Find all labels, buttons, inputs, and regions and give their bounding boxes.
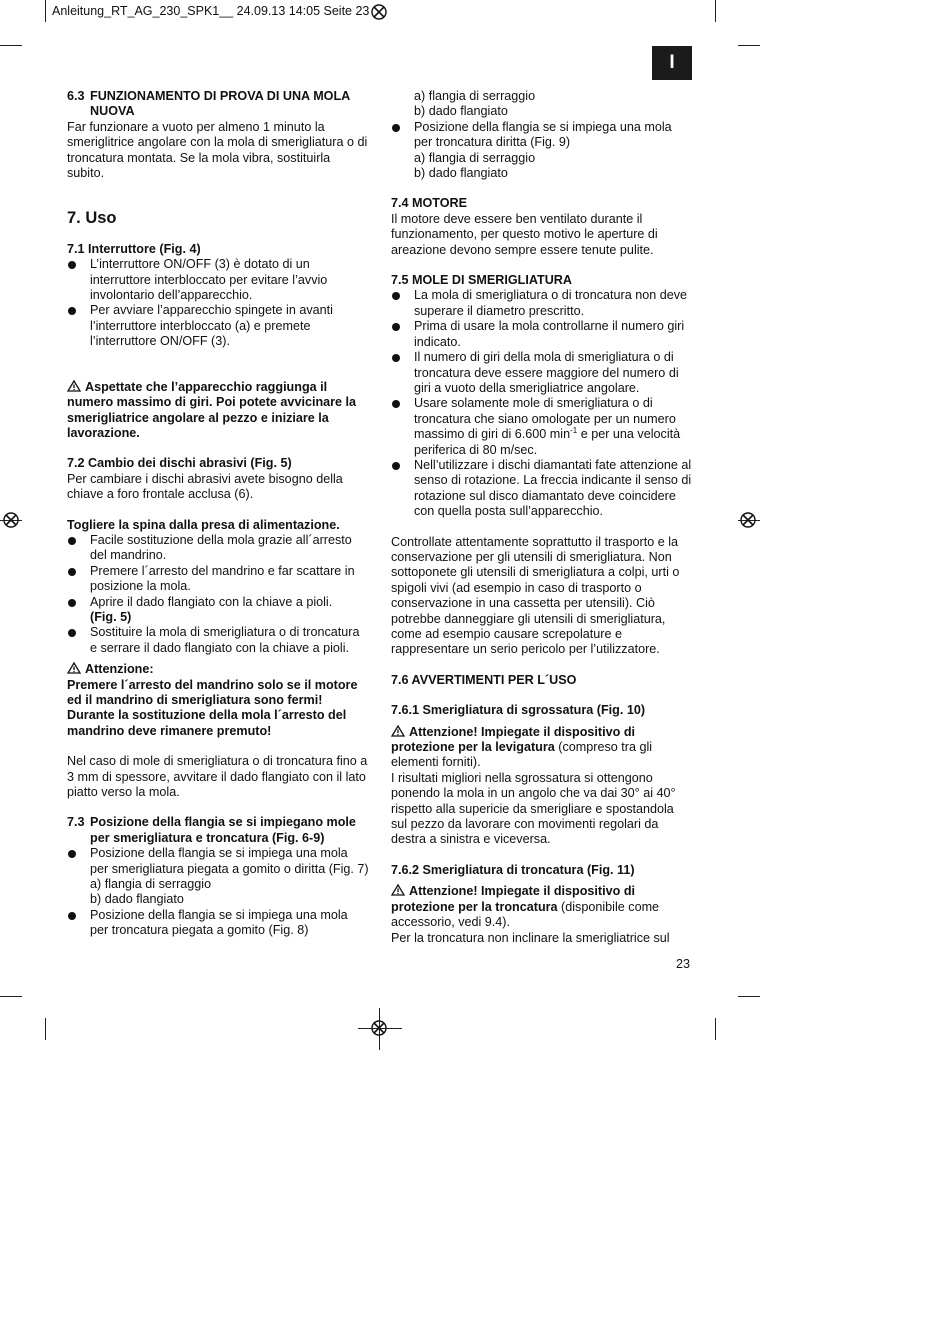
- warning-paragraph: Aspettate che l’apparecchio raggiunga il numero massimo di giri. Poi potete avvicinare la smerigliatrice angolare al pezzo e iniziare la lavorazione.: [67, 379, 357, 440]
- sub-item: b) dado flangiato: [414, 104, 508, 119]
- bullet-icon: [68, 912, 76, 920]
- crop-mark: [0, 45, 22, 46]
- bullet-icon: [392, 323, 400, 331]
- bullet-icon: [392, 124, 400, 132]
- warning-triangle-icon: [391, 725, 405, 737]
- bullet-icon: [68, 599, 76, 607]
- section-7-6-2-text: Per la troncatura non inclinare la smerigliatrice sul: [391, 930, 670, 945]
- warning-paragraph: Attenzione! Impiegate il dispositivo di protezione per la troncatura (disponibile come accessorio, vedi 9.4).: [391, 884, 660, 930]
- list-item: Usare solamente mole di smerigliatura o di troncatura che siano omologate per un numero massimo di giri di 6.600 $\min^{-1} e$ per una velocità periferica di 80 m/sec.: [391, 396, 693, 458]
- bullet-icon: [68, 850, 76, 858]
- crop-mark: [738, 45, 760, 46]
- section-7-6-2-heading: 7.6.2 Smerigliatura di troncatura (Fig. 11): [391, 862, 635, 877]
- bullet-icon: [68, 537, 76, 545]
- language-tab: I: [652, 46, 692, 80]
- section-6-3-text: Far funzionare a vuoto per almeno 1 minuto la smeriglitrice angolare con la mola di smerigliatura o di troncatura montata. Se la mola vibra, sostituirla subito.: [67, 119, 368, 181]
- bullet-icon: [392, 400, 400, 408]
- warning-heading: Attenzione:: [67, 662, 369, 677]
- sub-item: b) dado flangiato: [90, 892, 184, 907]
- print-header: Anleitung_RT_AG_230_SPK1__ 24.09.13 14:05 Seite 23: [52, 4, 370, 18]
- warning-paragraph: Attenzione! Impiegate il dispositivo di protezione per la levigatura (compreso tra gli elementi forniti).: [391, 724, 653, 770]
- left-column: [67, 89, 369, 939]
- crop-mark: [715, 1018, 716, 1040]
- section-7-6-1-heading: 7.6.1 Smerigliatura di sgrossatura (Fig. 10): [391, 703, 646, 718]
- section-7-5-heading: 7.5 MOLE DI SMERIGLIATURA: [391, 273, 572, 288]
- bullet-icon: [68, 307, 76, 315]
- bullet-icon: [392, 292, 400, 300]
- list-item: Per avviare l’apparecchio spingete in avanti l’interruttore interbloccato (a) e premete l’interruttore ON/OFF (3).: [67, 303, 369, 349]
- unplug-notice: Togliere la spina dalla presa di alimentazione.: [67, 517, 340, 532]
- registration-mark-icon: [0, 508, 23, 532]
- page-number: 23: [676, 957, 691, 971]
- bullet-icon: [68, 261, 76, 269]
- section-title: Posizione della flangia se si impiegano mole per smerigliatura e troncatura (Fig. 6-9): [90, 815, 356, 845]
- section-7-2-text: Per cambiare i dischi abrasivi avete bisogno della chiave a foro frontale acclusa (6).: [67, 471, 343, 502]
- list-item: Il numero di giri della mola di smerigliatura o di troncatura deve essere maggiore del numero di giri a vuoto della smerigliatrice angolare.: [391, 350, 693, 396]
- section-7-1-heading: 7.1 Interruttore (Fig. 4): [67, 241, 201, 256]
- list-item: Posizione della flangia se si impiega una mola per troncatura piegata a gomito (Fig. 8): [67, 908, 369, 939]
- crop-mark: [0, 996, 22, 997]
- warning-triangle-icon: [67, 380, 81, 392]
- sub-item: a) flangia di serraggio: [414, 150, 536, 165]
- sub-item: a) flangia di serraggio: [90, 877, 212, 892]
- list-item: La mola di smerigliatura o di troncatura non deve superare il diametro prescritto.: [391, 288, 693, 319]
- thin-disc-text: Nel caso di mole di smerigliatura o di troncatura fino a 3 mm di spessore, avvitare il dado flangiato con il lato piatto verso la mola.: [67, 754, 368, 800]
- list-item: Prima di usare la mola controllarne il numero giri indicato.: [391, 319, 693, 350]
- list-item: Facile sostituzione della mola grazie all´arresto del mandrino.: [67, 533, 369, 564]
- section-title: FUNZIONAMENTO DI PROVA DI UNA MOLA NUOVA: [90, 89, 350, 119]
- list-item: Premere l´arresto del mandrino e far scattare in posizione la mola.: [67, 564, 369, 595]
- crop-mark: [715, 0, 716, 22]
- warning-triangle-icon: [391, 884, 405, 896]
- storage-text: Controllate attentamente soprattutto il trasporto e la conservazione per gli utensili di smerigliatura. Non sottoponete gli utensili di smerigliatura a colpi, urti o spigoli vivi (ad esempio in caso di trasporto o conservazione in una cassetta per utensili). Ciò potrebbe danneggiare gli utensili di smerigliatura, come ad esempio causare screpolature e rappresentare un serio pericolo per l’utilizzatore.: [391, 534, 680, 657]
- section-7-4-heading: 7.4 MOTORE: [391, 196, 468, 211]
- section-6-3-heading: [67, 89, 369, 120]
- registration-mark-icon: [736, 508, 760, 532]
- crop-mark: [45, 1018, 46, 1040]
- bullet-icon: [68, 568, 76, 576]
- bullet-icon: [68, 629, 76, 637]
- registration-mark-icon: [367, 0, 391, 24]
- section-number: 7.3: [67, 815, 85, 830]
- list-item: Nell’utilizzare i dischi diamantati fate attenzione al senso di rotazione. La freccia indicante il senso di rotazione sul disco diamantato deve coincidere con quella posta sull’apparecchio.: [391, 458, 693, 520]
- list-item: Aprire il dado flangiato con la chiave a pioli. (Fig. 5): [67, 595, 369, 626]
- warning-triangle-icon: [67, 662, 81, 674]
- section-number: 6.3: [67, 89, 85, 103]
- crop-mark: [45, 0, 46, 22]
- list-item: Posizione della flangia se si impiega una mola per troncatura diritta (Fig. 9): [391, 120, 693, 151]
- list-item: Sostituire la mola di smerigliatura o di troncatura e serrare il dado flangiato con la chiave a pioli.: [67, 625, 369, 656]
- section-7-6-heading: 7.6 AVVERTIMENTI PER L´USO: [391, 672, 577, 687]
- bullet-icon: [392, 462, 400, 470]
- bullet-icon: [392, 354, 400, 362]
- sub-item: b) dado flangiato: [414, 166, 508, 181]
- sub-item: a) flangia di serraggio: [414, 89, 536, 103]
- section-7-4-text: Il motore deve essere ben ventilato durante il funzionamento, per questo motivo le aperture di areazione devono sempre essere tenute pulite.: [391, 211, 658, 257]
- registration-mark-icon: [367, 1016, 391, 1040]
- section-7-6-1-text: I risultati migliori nella sgrossatura si ottengono ponendo la mola in un angolo che va dai 30° ai 40° rispetto alla supericie da smerigliare e spostandola sul pezzo da lavorare con movimenti regolari da destra a sinistra e viceversa.: [391, 770, 676, 847]
- right-column: [391, 89, 693, 946]
- section-7-2-heading: 7.2 Cambio dei dischi abrasivi (Fig. 5): [67, 456, 292, 471]
- crop-mark: [738, 996, 760, 997]
- section-7-3-heading: [67, 815, 369, 846]
- warning-text: Premere l´arresto del mandrino solo se il motore ed il mandrino di smerigliatura sono fermi! Durante la sostituzione della mola l´arresto del mandrino deve rimanere premuto!: [67, 677, 358, 738]
- list-item: L’interruttore ON/OFF (3) è dotato di un interruttore interbloccato per evitare l’avvio involontario dell’apparecchio.: [67, 257, 369, 303]
- chapter-7-title: 7. Uso: [67, 209, 117, 228]
- list-item: Posizione della flangia se si impiega una mola per smerigliatura piegata a gomito o diritta (Fig. 7): [67, 846, 369, 877]
